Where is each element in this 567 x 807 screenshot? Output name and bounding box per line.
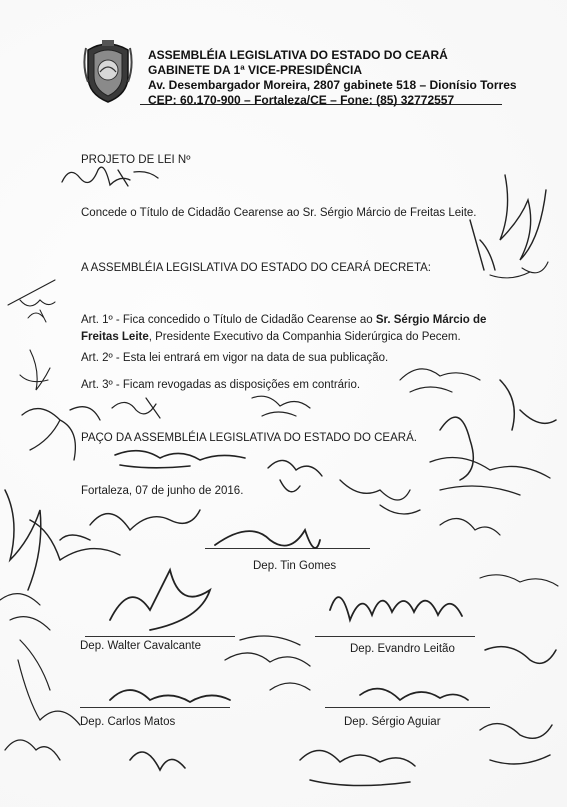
signature-line-evandro	[315, 636, 475, 637]
letterhead-office: GABINETE DA 1ª VICE-PRESIDÊNCIA	[148, 63, 363, 77]
signature-scribble-19	[430, 458, 550, 496]
decree-heading: A ASSEMBLÉIA LEGISLATIVA DO ESTADO DO CEARÁ DECRETA:	[81, 262, 432, 274]
article-3: Art. 3º - Ficam revogadas as disposições em contrário.	[81, 379, 361, 391]
signature-scribble-5	[28, 310, 46, 322]
project-title: PROJETO DE LEI Nº	[81, 154, 191, 166]
signature-scribble-3	[490, 262, 548, 278]
signature-scribble-18	[440, 380, 556, 480]
signatory-carlos-matos: Dep. Carlos Matos	[80, 716, 176, 728]
article-1	[81, 312, 511, 346]
signature-scribble-28	[360, 689, 468, 700]
signature-scribble-25	[225, 636, 310, 666]
signatory-walter-cavalcante: Dep. Walter Cavalcante	[80, 640, 202, 652]
signature-scribble-31	[300, 750, 415, 785]
signature-scribble-4	[8, 280, 55, 306]
letterhead	[148, 48, 517, 108]
signature-scribble-14	[268, 460, 322, 491]
letterhead-title: ASSEMBLÉIA LEGISLATIVA DO ESTADO DO CEARÁ	[148, 48, 448, 62]
signature-scribble-29	[270, 683, 310, 690]
signature-scribble-10	[5, 711, 80, 760]
signature-scribble-17	[400, 369, 480, 392]
ceara-coat-of-arms-icon	[78, 36, 138, 104]
signature-scribble-32	[480, 724, 552, 764]
signature-scribble-23	[110, 570, 210, 630]
signature-line-walter	[85, 636, 235, 637]
signatory-tin-gomes: Dep. Tin Gomes	[253, 560, 337, 572]
letterhead-contact: CEP: 60.170-900 – Fortaleza/CE – Fone: (85) 32772557	[148, 93, 455, 107]
signature-scribble-2	[470, 175, 546, 270]
signature-scribble-16	[215, 530, 320, 548]
signature-line-tin-gomes	[205, 548, 370, 549]
signature-line-carlos	[80, 707, 230, 708]
palace-line: PAÇO DA ASSEMBLÉIA LEGISLATIVA DO ESTADO DO CEARÁ.	[81, 432, 417, 444]
signature-scribble-21	[440, 519, 500, 535]
signatory-evandro-leitao: Dep. Evandro Leitão	[350, 643, 455, 655]
bill-summary: Concede o Título de Cidadão Cearense ao Sr. Sérgio Márcio de Freitas Leite.	[81, 207, 477, 219]
signature-scribble-27	[110, 690, 230, 702]
signature-scribble-8	[5, 490, 90, 590]
signatory-sergio-aguiar: Dep. Sérgio Aguiar	[344, 716, 441, 728]
signature-scribble-1	[62, 167, 158, 186]
signature-scribble-30	[130, 752, 185, 770]
signature-scribble-22	[480, 575, 558, 586]
letterhead-divider	[140, 104, 502, 105]
signature-scribble-24	[330, 597, 462, 620]
signature-line-sergio	[325, 707, 490, 708]
signature-scribble-6	[20, 350, 50, 390]
article-1-suffix: , Presidente Executivo da Companhia Siderúrgica do Pecem.	[148, 331, 461, 343]
article-2: Art. 2º - Esta lei entrará em vigor na data de sua publicação.	[81, 352, 389, 364]
signature-scribble-15	[60, 510, 200, 560]
honoree-name: Sr. Sérgio Márcio de Freitas Leite	[81, 314, 487, 343]
article-1-text: Art. 1º - Fica concedido o Título de Cidadão Cearense ao	[81, 314, 376, 326]
signature-scribble-20	[340, 480, 420, 514]
signature-scribble-26	[485, 647, 556, 664]
date-line: Fortaleza, 07 de junho de 2016.	[81, 485, 244, 497]
signature-scribble-13	[115, 451, 245, 468]
signature-scribble-12	[252, 396, 310, 416]
signature-scribble-11	[112, 398, 160, 418]
letterhead-address: Av. Desembargador Moreira, 2807 gabinete 518 – Dionísio Torres	[148, 78, 517, 92]
signature-scribble-9	[0, 594, 50, 720]
